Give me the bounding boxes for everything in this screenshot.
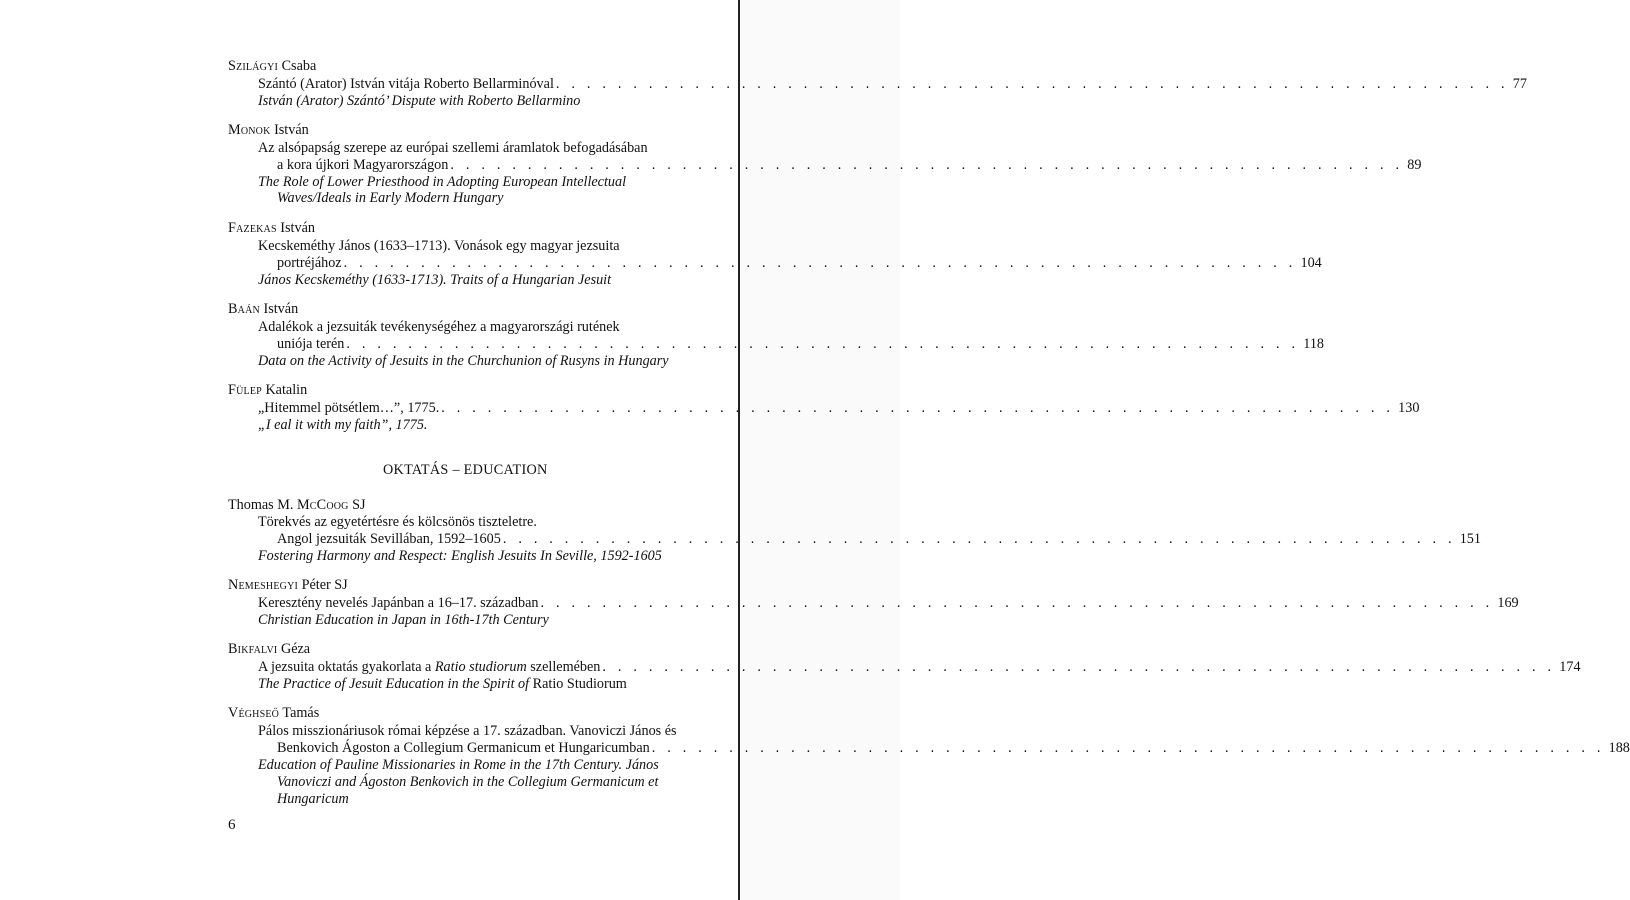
english-title: Christian Education in Japan in 16th-17th Century	[258, 612, 549, 628]
author-surname: Fazekas	[228, 220, 277, 236]
toc-entry-title	[277, 255, 1322, 272]
author-given-name: Tamás	[282, 705, 320, 721]
title-text: Kecskeméthy János (1633–1713). Vonások egy magyar jezsuita	[258, 238, 620, 254]
english-title: Hungaricum	[277, 791, 349, 807]
author-given-name: Csaba	[281, 58, 317, 74]
toc-entry-title	[258, 400, 1420, 417]
title-text: Szántó (Arator) István vitája Roberto Bellarminóval	[258, 76, 554, 92]
page-ref: 77	[1512, 76, 1527, 92]
english-title: Data on the Activity of Jesuits in the Churchunion of Rusyns in Hungary	[258, 353, 669, 369]
english-title: Waves/Ideals in Early Modern Hungary	[277, 190, 504, 206]
page-ref: 174	[1559, 659, 1581, 675]
english-title: „I eal it with my faith”, 1775.	[258, 417, 428, 433]
title-text: Angol jezsuiták Sevillában, 1592–1605	[277, 531, 501, 547]
title-text: Törekvés az egyetértésre és kölcsönös tiszteletre.	[258, 514, 537, 530]
english-title: Education of Pauline Missionaries in Rome in the 17th Century. János	[258, 757, 659, 773]
english-title	[258, 676, 627, 693]
toc-entry-title	[258, 659, 1581, 676]
english-title: István (Arator) Szántó’ Dispute with Roberto Bellarmino	[258, 93, 581, 109]
author-surname: Baán	[228, 301, 260, 317]
author-surname: Monok	[228, 122, 271, 138]
page-edge-rule	[738, 0, 740, 900]
author-surname: Nemeshegyi	[228, 577, 299, 593]
author-surname: Végh‍seő	[228, 705, 280, 721]
toc-entry-title	[277, 740, 1630, 757]
author-given-name: Katalin	[265, 382, 308, 398]
author-name	[228, 58, 316, 75]
title-part-italic: Ratio studiorum	[434, 659, 527, 675]
title-text	[258, 659, 600, 676]
page-ref: 104	[1300, 255, 1322, 271]
author-name	[228, 497, 366, 514]
author-name	[228, 705, 319, 722]
author-given-name: Péter SJ	[301, 577, 348, 593]
dot-leader: . . . . . . . . . . . . . . . . . . . . . . . . . . . . . . . . . . . . . . . . . . . . . . . . . . . . . . . . . . . . . .	[441, 400, 1395, 416]
english-title: Vanoviczi and Ágoston Benkovich in the Collegium Germanicum et	[277, 774, 659, 790]
toc-entry-title	[277, 531, 1481, 548]
title-part: A jezsuita oktatás gyakorlata a	[258, 659, 435, 675]
page-ref: 188	[1608, 740, 1630, 756]
author-surname: Fülep	[228, 382, 262, 398]
title-text: Benkovich Ágoston a Collegium Germanicum et Hungaricumban	[277, 740, 650, 756]
author-name	[228, 122, 309, 139]
dot-leader: . . . . . . . . . . . . . . . . . . . . . . . . . . . . . . . . . . . . . . . . . . . . . . . . . . . . . . . . . . . . . .	[651, 740, 1605, 756]
title-text: „Hitemmel pötsétlem…”, 1775.	[258, 400, 440, 416]
toc-entry-title	[258, 76, 1527, 93]
page-ref: 118	[1303, 336, 1325, 352]
title-part: szellemében	[526, 659, 601, 675]
toc-entry-title	[277, 336, 1325, 353]
title-text: Adalékok a jezsuiták tevékenységéhez a magyarországi rutének	[258, 319, 620, 335]
dot-leader: . . . . . . . . . . . . . . . . . . . . . . . . . . . . . . . . . . . . . . . . . . . . . . . . . . . . . . . . . . . . . .	[555, 76, 1509, 92]
author-name	[228, 577, 348, 594]
author-given-name: István	[274, 122, 309, 138]
title-text: Az alsópapság szerepe az európai szellemi áramlatok befogadásában	[258, 140, 648, 156]
dot-leader: . . . . . . . . . . . . . . . . . . . . . . . . . . . . . . . . . . . . . . . . . . . . . . . . . . . . . . . . . . . . . .	[450, 157, 1404, 173]
author-surname: McCoog	[296, 497, 349, 513]
author-surname: Szilágyi	[228, 58, 279, 74]
title-text: portréjához	[277, 255, 342, 271]
english-title: The Role of Lower Priesthood in Adopting European Intellectual	[258, 174, 627, 190]
author-name	[228, 641, 310, 658]
english-title: János Kecskeméthy (1633-1713). Traits of a Hungarian Jesuit	[258, 272, 612, 288]
title-text: uniója terén	[277, 336, 345, 352]
author-given-name: Géza	[280, 641, 311, 657]
dot-leader: . . . . . . . . . . . . . . . . . . . . . . . . . . . . . . . . . . . . . . . . . . . . . . . . . . . . . . . . . . . . . .	[602, 659, 1556, 675]
author-name	[228, 220, 315, 237]
page-ref: 151	[1459, 531, 1481, 547]
author-name	[228, 382, 307, 399]
page-ref: 89	[1407, 157, 1422, 173]
toc-entry-title	[258, 595, 1519, 612]
title-text: Pálos misszionáriusok római képzése a 17. században. Vanoviczi János és	[258, 723, 677, 739]
title-text: Keresztény nevelés Japánban a 16–17. században	[258, 595, 539, 611]
toc-entry-title	[277, 157, 1422, 174]
author-given-name: István	[263, 301, 299, 317]
english-title-part: The Practice of Jesuit Education in the Spirit of	[258, 676, 533, 692]
dot-leader: . . . . . . . . . . . . . . . . . . . . . . . . . . . . . . . . . . . . . . . . . . . . . . . . . . . . . . . . . . . . . .	[540, 595, 1494, 611]
page-number: 6	[228, 817, 236, 833]
author-name	[228, 301, 298, 318]
page-ref: 169	[1497, 595, 1519, 611]
scan-margin	[740, 0, 900, 900]
title-text: a kora újkori Magyarországon	[277, 157, 449, 173]
page-ref: 130	[1398, 400, 1420, 416]
section-heading: OKTATÁS – EDUCATION	[383, 462, 548, 478]
author-given-name: István	[280, 220, 315, 236]
dot-leader: . . . . . . . . . . . . . . . . . . . . . . . . . . . . . . . . . . . . . . . . . . . . . . . . . . . . . . . . . . . . . .	[502, 531, 1456, 547]
author-given-name: SJ	[352, 497, 366, 513]
author-surname: Bikfalvi	[228, 641, 278, 657]
author-prefix: Thomas M.	[228, 497, 294, 513]
dot-leader: . . . . . . . . . . . . . . . . . . . . . . . . . . . . . . . . . . . . . . . . . . . . . . . . . . . . . . . . . . . . . .	[346, 336, 1300, 352]
dot-leader: . . . . . . . . . . . . . . . . . . . . . . . . . . . . . . . . . . . . . . . . . . . . . . . . . . . . . . . . . . . . . .	[343, 255, 1297, 271]
english-title-part-roman: Ratio Studiorum	[532, 676, 627, 692]
english-title: Fostering Harmony and Respect: English Jesuits In Seville, 1592-1605	[258, 548, 662, 564]
